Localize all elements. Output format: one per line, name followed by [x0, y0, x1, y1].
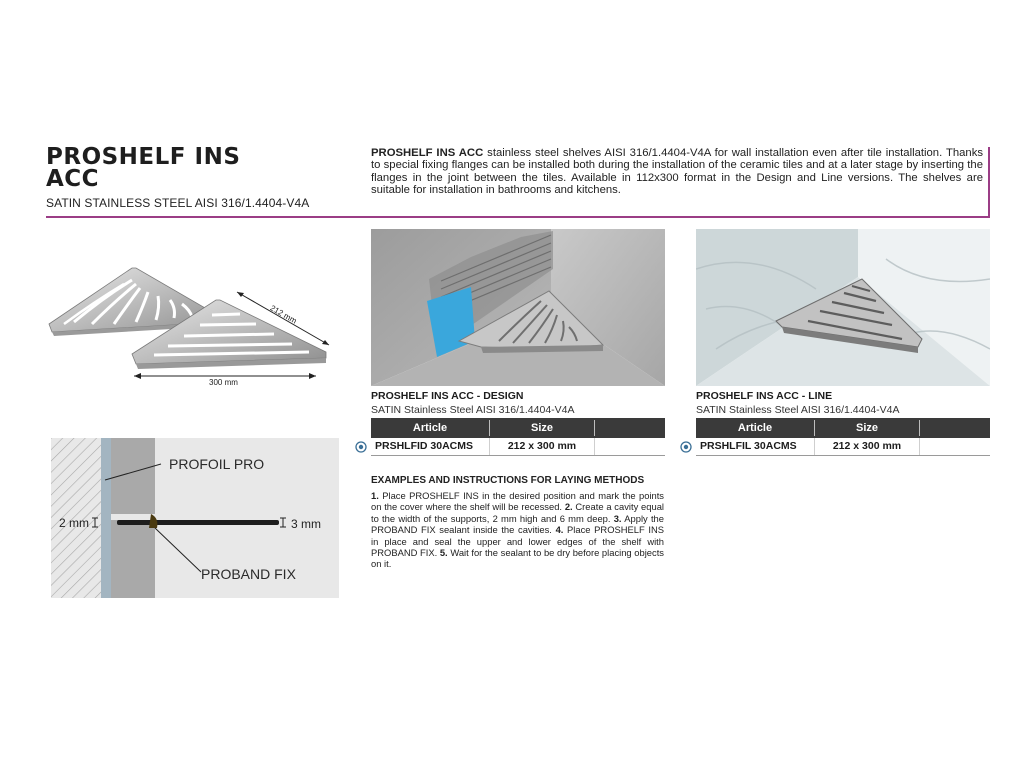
step-number: 1.	[371, 490, 379, 501]
line-product-photo	[696, 229, 990, 386]
step-number: 2.	[564, 501, 573, 513]
select-radio-icon[interactable]	[355, 441, 367, 453]
shelf-drawing-svg	[44, 262, 344, 392]
design-photo-svg	[371, 229, 665, 386]
page-subtitle: SATIN STAINLESS STEEL AISI 316/1.4404-V4A	[46, 196, 310, 210]
article-column-header: Article	[412, 422, 448, 434]
step-text: Place PROSHELF INS in the desired position and mark the points on the cover where the shelf will be recessed.	[371, 490, 664, 513]
table-row[interactable]	[696, 438, 990, 456]
article-code: PRSHLFIL 30ACMS	[700, 440, 797, 452]
profoil-pro-label: PROFOIL PRO	[169, 456, 265, 472]
page-title	[46, 146, 346, 190]
cross-section-drawing	[51, 438, 339, 598]
design-product-material: SATIN Stainless Steel AISI 316/1.4404-V4A	[371, 404, 575, 416]
line-product-material: SATIN Stainless Steel AISI 316/1.4404-V4A	[696, 404, 900, 416]
step-text: Create a cavity equal to the width of the supports, 2 mm high and 6 mm deep.	[371, 501, 664, 524]
shelf-flange	[117, 520, 279, 525]
intro-text: stainless steel shelves AISI 316/1.4404-V4A for wall installation even after tile installation. Thanks to special fixing flanges can be installed both during the installation of the ceramic tiles and at a later stage by inserting the flanges in the joint between the tiles. Available in 112x300 format in the Design and Line versions. The shelves are suitable for installation in bathrooms and kitchens.	[371, 147, 983, 197]
proband-fix-label: PROBAND FIX	[201, 566, 296, 582]
design-product-name: PROSHELF INS ACC - DESIGN	[371, 390, 524, 402]
accent-rule-horizontal	[46, 216, 990, 218]
profoil-membrane	[101, 438, 111, 598]
step-number: 3.	[613, 512, 622, 524]
instructions-text	[371, 490, 664, 570]
shelf-dimension-drawing	[44, 262, 344, 392]
step-number: 4.	[555, 524, 564, 536]
depth-dimension-label: 212 mm	[268, 303, 299, 326]
article-size: 212 x 300 mm	[507, 440, 577, 452]
select-radio-icon[interactable]	[680, 441, 692, 453]
table-header	[696, 418, 990, 438]
article-code: PRSHLFID 30ACMS	[375, 440, 474, 452]
instructions-title: EXAMPLES AND INSTRUCTIONS FOR LAYING METHODS	[371, 475, 645, 486]
intro-lead: PROSHELF INS ACC	[371, 147, 484, 159]
title-line-1: PROSHELF INS	[46, 144, 241, 170]
width-dimension-label: 300 mm	[209, 378, 238, 387]
article-size: 212 x 300 mm	[832, 440, 902, 452]
line-article-table	[696, 418, 990, 456]
step-text: Wait for the sealant to be dry before placing objects on it.	[371, 547, 664, 570]
right-dimension-label: 3 mm	[291, 517, 321, 531]
left-dimension-label: 2 mm	[59, 516, 89, 530]
intro-paragraph	[371, 147, 983, 197]
design-article-table	[371, 418, 665, 456]
line-photo-svg	[696, 229, 990, 386]
step-number: 5.	[439, 547, 448, 559]
step-text: Place PROSHELF INS in place and seal the upper and lower edges of the shelf with PROBAND FIX.	[371, 524, 664, 559]
size-column-header: Size	[530, 422, 553, 434]
title-line-2: ACC	[46, 166, 100, 192]
design-product-photo	[371, 229, 665, 386]
line-product-name: PROSHELF INS ACC - LINE	[696, 390, 833, 402]
table-row[interactable]	[371, 438, 665, 456]
accent-rule-vertical	[988, 147, 990, 217]
step-text: Apply the PROBAND FIX sealant inside the cavities.	[371, 512, 664, 536]
size-column-header: Size	[855, 422, 878, 434]
article-column-header: Article	[737, 422, 773, 434]
table-header	[371, 418, 665, 438]
